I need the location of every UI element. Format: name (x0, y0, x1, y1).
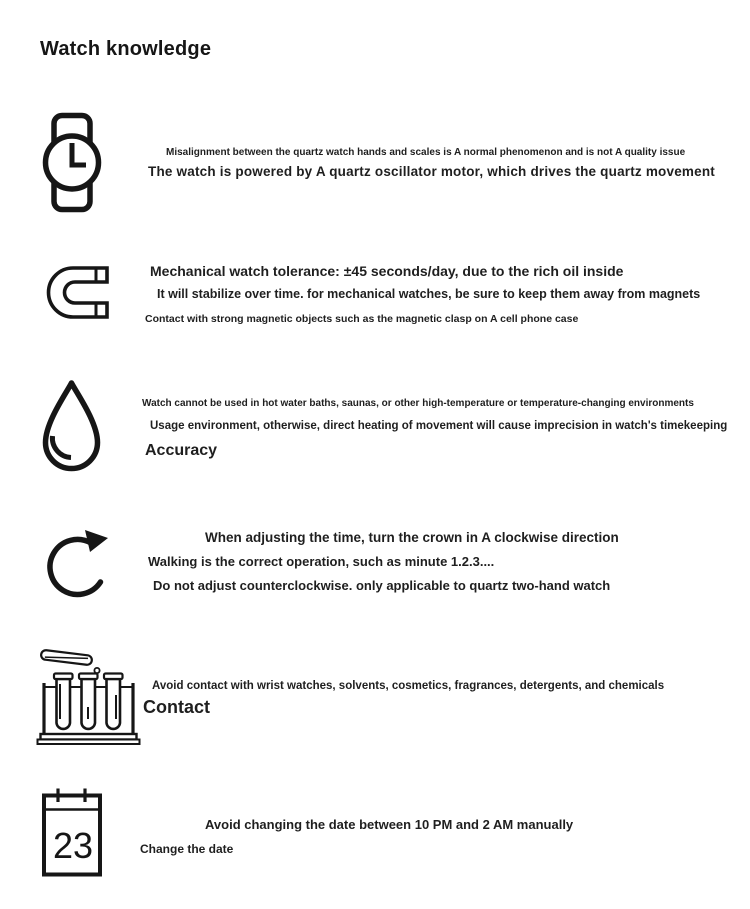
calendar-icon (41, 788, 103, 878)
section-crown-note: Do not adjust counterclockwise. only applicable to quartz two-hand watch (153, 578, 611, 593)
wristwatch-icon (42, 112, 102, 213)
section-date-sub: Change the date (140, 842, 234, 856)
magnet-icon (42, 264, 112, 321)
section-magnet-headline: Mechanical watch tolerance: ±45 seconds/day, due to the rich oil inside (150, 263, 624, 279)
calendar-date-number: 23 (53, 825, 94, 866)
test-tubes-icon (36, 646, 141, 746)
section-temp-sub: Usage environment, otherwise, direct heating of movement will cause imprecision in watch's timekeeping (150, 420, 728, 432)
section-crown-sub: Walking is the correct operation, such as minute 1.2.3.... (148, 554, 495, 569)
page-title: Watch knowledge (40, 38, 212, 60)
section-date-headline: Avoid changing the date between 10 PM and 2 AM manually (205, 817, 574, 832)
clockwise-arrow-icon (42, 523, 112, 606)
section-crown-headline: When adjusting the time, turn the crown in A clockwise direction (205, 530, 619, 545)
section-quartz-note: Misalignment between the quartz watch hands and scales is A normal phenomenon and is not A quality issue (166, 147, 686, 158)
section-magnet-sub: It will stabilize over time. for mechanical watches, be sure to keep them away from magnets (157, 287, 701, 301)
water-drop-icon (39, 379, 104, 474)
section-magnet-note: Contact with strong magnetic objects such as the magnetic clasp on A cell phone case (145, 313, 579, 325)
section-chemical-note: Avoid contact with wrist watches, solvents, cosmetics, fragrances, detergents, and chemicals (152, 680, 665, 692)
section-temp-headline: Accuracy (145, 442, 218, 459)
section-chemical-headline: Contact (143, 697, 210, 717)
section-quartz-main: The watch is powered by A quartz oscillator motor, which drives the quartz movement (148, 164, 715, 179)
section-temp-note: Watch cannot be used in hot water baths, saunas, or other high-temperature or temperature-changing environments (142, 398, 694, 409)
